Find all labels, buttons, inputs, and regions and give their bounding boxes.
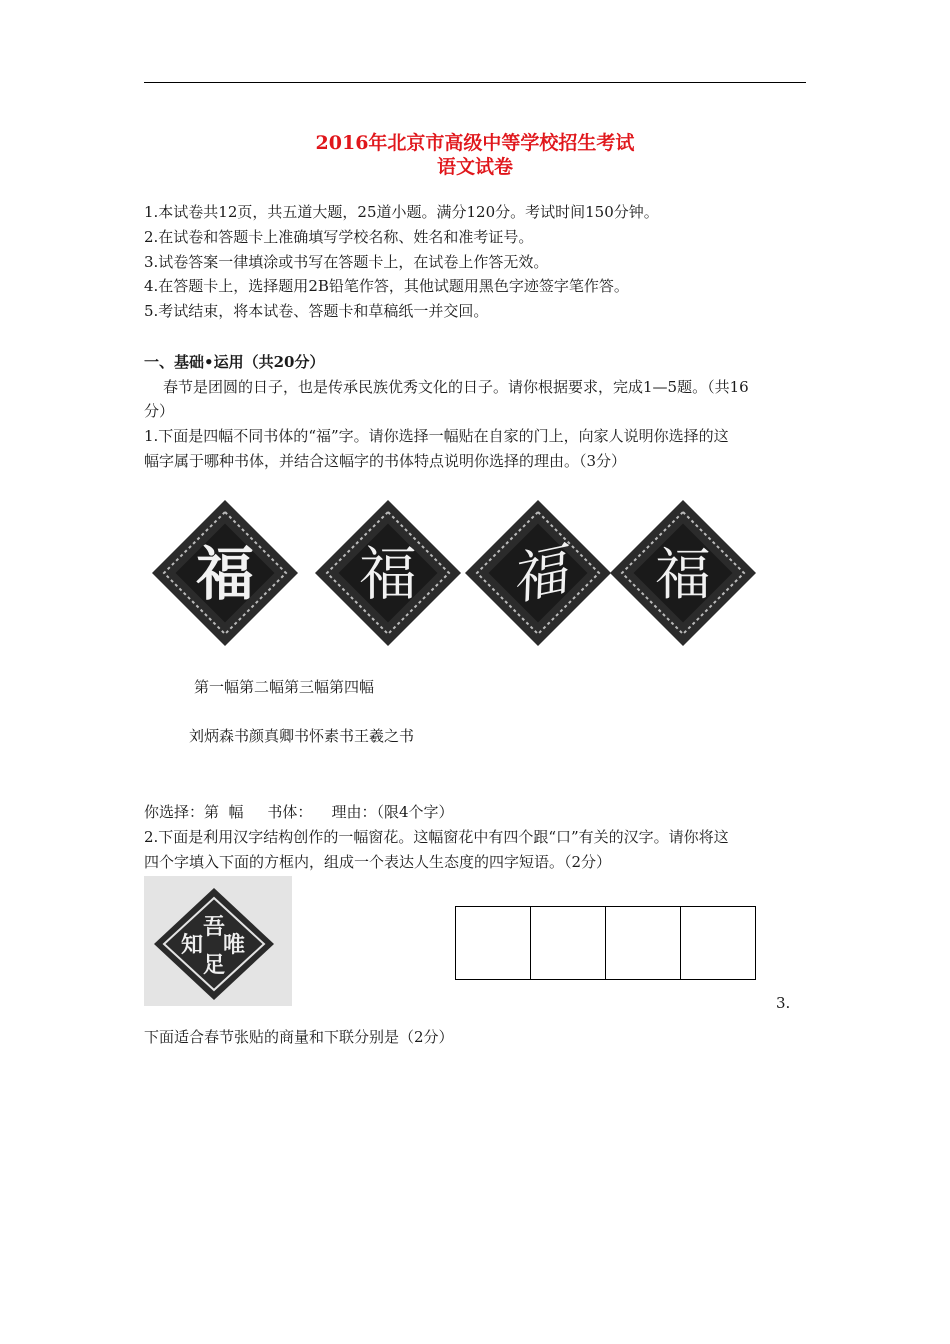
notice-1: 1.本试卷共12页，共五道大题，25道小题。满分120分。考试时间150分钟。: [144, 203, 659, 221]
top-rule: [144, 82, 806, 83]
question-3-number: 3.: [776, 994, 791, 1012]
fu-char-4: 福: [655, 543, 711, 608]
section-heading: 一、基础•运用（共20分）: [144, 353, 325, 371]
fu-image-3: [463, 498, 613, 648]
exam-title: 2016年北京市高级中等学校招生考试: [315, 132, 635, 154]
fu-image-2: [313, 498, 463, 648]
fu-char-1: 福: [195, 540, 255, 608]
notice-3: 3.试卷答案一律填涂或书写在答题卡上，在试卷上作答无效。: [144, 253, 549, 271]
section-intro-line1: 春节是团圆的日子，也是传承民族优秀文化的日子。请你根据要求，完成1—5题。（共16: [163, 378, 749, 396]
answer-box-4[interactable]: [680, 906, 756, 980]
answer-line: 你选择：第 幅 书体： 理由：（限4个字）: [144, 803, 454, 821]
answer-box-1[interactable]: [455, 906, 531, 980]
exam-subtitle: 语文试卷: [436, 156, 513, 178]
fu-char-3: 福: [504, 537, 573, 614]
fu-captions: 第一幅第二幅第三幅第四幅: [194, 678, 375, 696]
window-char-2: 唯: [222, 933, 246, 958]
window-char-4: 足: [202, 953, 226, 978]
question-2-line2: 四个字填入下面的方框内，组成一个表达人生态度的四字短语。（2分）: [144, 853, 612, 871]
question-1-line1: 1.下面是四幅不同书体的“福”字。请你选择一幅贴在自家的门上，向家人说明你选择的这: [144, 427, 729, 445]
notice-2: 2.在试卷和答题卡上准确填写学校名称、姓名和准考证号。: [144, 228, 534, 246]
answer-box-2[interactable]: [530, 906, 606, 980]
fu-image-4: [608, 498, 758, 648]
window-flower-image: [144, 876, 292, 1006]
section-intro-line2: 分）: [144, 402, 175, 420]
fu-images-row: [150, 498, 750, 648]
fu-authors: 刘炳森书颜真卿书怀素书王羲之书: [189, 727, 415, 745]
question-1-line2: 幅字属于哪种书体，并结合这幅字的书体特点说明你选择的理由。（3分）: [144, 452, 627, 470]
fu-char-2: 福: [358, 540, 418, 608]
question-2-line1: 2.下面是利用汉字结构创作的一幅窗花。这幅窗花中有四个跟“口”有关的汉字。请你将这: [144, 828, 729, 846]
question-3-text: 下面适合春节张贴的商量和下联分别是（2分）: [144, 1028, 454, 1046]
window-char-3: 知: [180, 933, 204, 958]
answer-boxes: [455, 906, 755, 980]
fu-image-1: [150, 498, 300, 648]
window-char-1: 吾: [202, 915, 226, 940]
notice-5: 5.考试结束，将本试卷、答题卡和草稿纸一并交回。: [144, 302, 489, 320]
answer-box-3[interactable]: [605, 906, 681, 980]
notice-4: 4.在答题卡上，选择题用2B铅笔作答，其他试题用黑色字迹签字笔作答。: [144, 277, 629, 295]
